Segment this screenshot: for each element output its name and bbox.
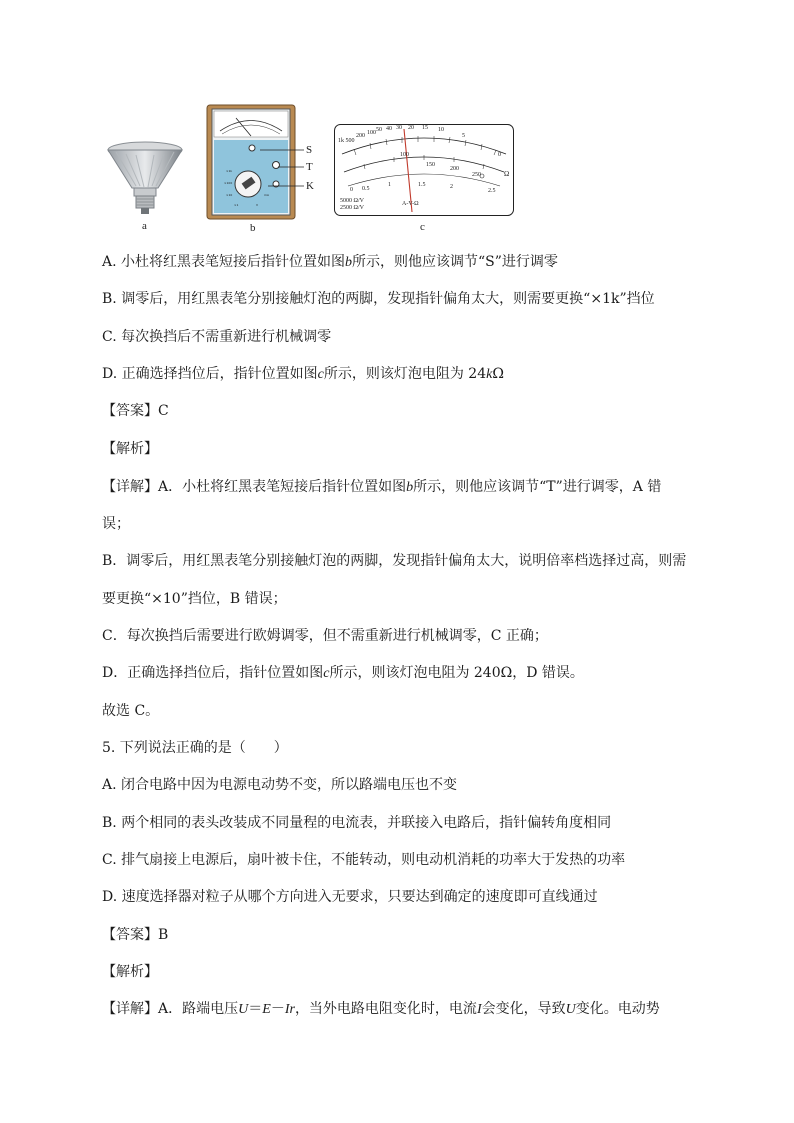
scale-top-40: 40 — [386, 126, 392, 132]
detail-1d — [102, 663, 702, 684]
text: B. 两个相同的表头改装成不同量程的电流表，并联接入电路后，指针偏转角度相同 — [102, 815, 612, 831]
text: B. 调零后，用红黑表笔分别接触灯泡的两脚，发现指针偏角太大，则需要更换“×1k”挡位 — [102, 291, 655, 307]
analysis-1-heading — [102, 439, 702, 459]
svg-text:×10: ×10 — [226, 193, 233, 197]
scale-top-50: 50 — [376, 127, 382, 133]
scale-top-30: 30 — [396, 125, 402, 131]
italic-var: U — [238, 1002, 249, 1017]
label-t: T — [306, 161, 313, 173]
q5-option-b — [102, 813, 702, 833]
svg-text:×1k: ×1k — [226, 169, 233, 173]
text: D. 正确选择挡位后，指针位置如图 — [102, 366, 318, 382]
text: ＝ — [248, 1001, 263, 1017]
lamp-bulb-image — [106, 140, 184, 218]
text: 误； — [102, 516, 130, 532]
figure-a-caption: a — [142, 220, 147, 232]
scale-bottom-1: 1 — [388, 182, 391, 188]
text: 要更换“×10”挡位，B 错误； — [102, 591, 287, 607]
scale-top-10: 10 — [438, 127, 444, 133]
option-b — [102, 289, 702, 309]
italic-var: U — [565, 1002, 576, 1017]
text: 变化。电动势 — [575, 1001, 660, 1017]
svg-text:×1: ×1 — [234, 203, 239, 207]
option-d — [102, 364, 702, 385]
scale-top-5: 5 — [462, 133, 465, 139]
detail-1b — [102, 551, 702, 571]
text: A. 小杜将红黑表笔短接后指针位置如图 — [102, 254, 346, 270]
detail-1a-cont — [102, 514, 702, 534]
scale-note2: 2500 Ω/V — [340, 205, 364, 211]
scale-mid-right: 0 — [498, 152, 501, 158]
q5-option-c — [102, 850, 702, 870]
text: Ω — [492, 366, 504, 382]
text: A. 闭合电路中因为电源电动势不变，所以路端电压也不变 — [102, 777, 458, 793]
answer-2 — [102, 925, 702, 945]
scale-mid-left: 100 — [400, 152, 409, 158]
q5-option-d — [102, 887, 702, 907]
conclusion-1 — [102, 701, 702, 721]
text: 【解析】 — [102, 441, 158, 457]
text: 【解析】 — [102, 964, 158, 980]
italic-var: c — [323, 666, 330, 681]
scale-top-100: 100 — [367, 130, 376, 136]
detail-1a — [102, 477, 702, 498]
text: 故选 C。 — [102, 703, 160, 719]
figure-b-caption: b — [250, 222, 256, 234]
figure-c-caption: c — [420, 221, 425, 233]
text: C. 每次换挡后不需重新进行机械调零 — [102, 329, 332, 345]
figure-row — [100, 100, 520, 235]
text: 5. 下列说法正确的是（ ） — [102, 740, 288, 756]
text: ，当外电路电阻变化时，电流 — [294, 1001, 477, 1017]
multimeter-callouts — [260, 144, 313, 206]
italic-var: c — [317, 367, 324, 382]
svg-text:×100: ×100 — [224, 181, 233, 185]
italic-var: k — [486, 367, 493, 382]
scale-bottom-1.5: 1.5 — [418, 182, 426, 188]
italic-var: I — [476, 1002, 482, 1017]
scale-top-20: 20 — [408, 125, 414, 131]
italic-var: Ir — [284, 1002, 295, 1017]
detail-1c — [102, 626, 702, 646]
text: 【详解】A．小杜将红黑表笔短接后指针位置如图 — [102, 479, 407, 495]
text: 所示，则该灯泡电阻为 240Ω，D 错误。 — [329, 665, 584, 681]
text: B．调零后，用红黑表笔分别接触灯泡的两脚，发现指针偏角太大，说明倍率档选择过高，则需 — [102, 553, 687, 569]
scale-ohm: Ω — [504, 170, 510, 178]
detail-1b-cont — [102, 589, 702, 609]
italic-var: b — [406, 480, 414, 495]
scale-unit: A-V-Ω — [402, 201, 419, 207]
text: 【答案】B — [102, 927, 169, 943]
option-c — [102, 327, 702, 347]
text: D．正确选择挡位后，指针位置如图 — [102, 665, 324, 681]
text: C. 排气扇接上电源后，扇叶被卡住，不能转动，则电动机消耗的功率大于发热的功率 — [102, 852, 626, 868]
text: － — [270, 1001, 285, 1017]
svg-text:V: V — [256, 203, 259, 207]
question-5 — [102, 738, 702, 758]
scale-inner-200: 200 — [450, 166, 459, 172]
q5-option-a — [102, 775, 702, 795]
analysis-2-heading — [102, 962, 702, 982]
text: 会变化，导致 — [481, 1001, 566, 1017]
label-k: K — [306, 180, 314, 192]
detail-2a — [102, 999, 702, 1020]
label-s: S — [306, 144, 313, 156]
option-a — [102, 252, 702, 273]
scale-top-200: 200 — [356, 133, 365, 139]
text: 所示，则该灯泡电阻为 24 — [323, 366, 487, 382]
text: C．每次换挡后需要进行欧姆调零，但不需重新进行机械调零，C 正确； — [102, 628, 548, 644]
text: 【答案】C — [102, 403, 169, 419]
text: 所示，则他应该调节“S”进行调零 — [352, 254, 558, 270]
text: 【详解】A．路端电压 — [102, 1001, 239, 1017]
scale-top-15: 15 — [422, 125, 428, 131]
answer-1 — [102, 401, 702, 421]
scale-inner-250: 250 — [472, 172, 481, 178]
svg-text:mA: mA — [264, 193, 269, 197]
scale-bottom-2: 2 — [450, 184, 453, 190]
text: D. 速度选择器对粒子从哪个方向进入无要求，只要达到确定的速度即可直线通过 — [102, 889, 598, 905]
scale-bottom-0: 0 — [350, 187, 353, 193]
italic-var: E — [262, 1002, 271, 1017]
scale-top-left: 1k 500 — [338, 138, 355, 144]
scale-bottom-0.5: 0.5 — [362, 186, 370, 192]
text: 所示，则他应该调节“T”进行调零，A 错 — [413, 479, 662, 495]
scale-inner-150: 150 — [426, 162, 435, 168]
scale-bottom-2.5: 2.5 — [488, 188, 496, 194]
italic-var: b — [345, 255, 353, 270]
scale-note1: 5000 Ω/V — [340, 198, 364, 204]
